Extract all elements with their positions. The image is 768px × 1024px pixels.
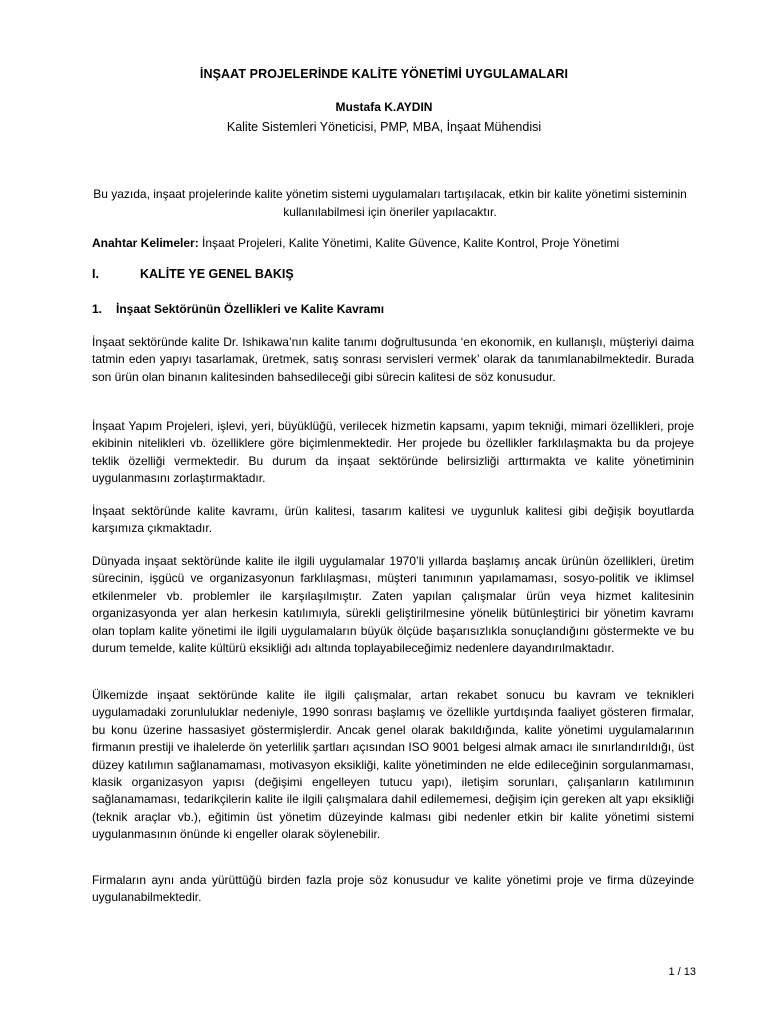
document-title: İNŞAAT PROJELERİNDE KALİTE YÖNETİMİ UYGULAMALARI <box>199 67 569 81</box>
section-number: I. <box>92 267 99 281</box>
keywords-text: İnşaat Projeleri, Kalite Yönetimi, Kalite Güvence, Kalite Kontrol, Proje Yönetimi <box>198 236 620 250</box>
page-number: 1 / 13 <box>668 966 696 978</box>
subsection-heading <box>92 302 692 316</box>
paragraph: İnşaat sektöründe kalite Dr. Ishikawa’nın kalite tanımı doğrultusunda ‘en ekonomik, en kullanışlı, müşteriyi daima tatmin eden yapıyı tasarlamak, üretmek, satış sonrası servisleri vermek’ olarak da tanımlanabilmektedir. Burada son ürün olan binanın kalitesinden bahsedileceği gibi sürecin kalitesi de söz konusudur. <box>92 335 694 384</box>
author-name: Mustafa K.AYDIN <box>335 100 433 114</box>
paragraph: Ülkemizde inşaat sektöründe kalite ile ilgili çalışmalar, artan rekabet sonucu bu kavram ve teknikleri uygulamadaki zorunluluklar nedeniyle, 1990 sonrası başlamış ve özellikle yurtdışında faaliyet gösteren firmalar, bu konu üzerine hassasiyet göstermişlerdir. Ancak genel olarak bakıldığında, kalite yönetimi uygulamalarının firmanın prestiji ve ihalelerde ön yeterlilik şartları açısından ISO 9001 belgesi almak amacı ile sınırlandırıldığı, üst düzey katılımın sağlanamaması, motivasyon eksikliği, kalite yönetiminden ne elde edileceğinin sorgulanmaması, klasik organizasyon yapısı (değişimi engelleyen tutucu yapı), iletişim sorunları, çalışanların katılımının sağlanamaması, tedarikçilerin kalite ile ilgili çalışmalara dahil edilememesi, değişim için gereken alt yapı eksikliği (teknik araçlar vb.), eğitimin üst yönetim düzeyinde kalması gibi nedenler etkin bir kalite yönetimi sistemi uygulanmasının önünde ki engeller olarak söylenebilir. <box>92 688 694 842</box>
abstract: Bu yazıda, inşaat projelerinde kalite yönetim sistemi uygulamaları tartışılacak, etkin bir kalite yönetimi sisteminin kullanılabilmesi için öneriler yapılacaktır. <box>93 187 687 219</box>
keywords-label: Anahtar Kelimeler: <box>92 236 199 250</box>
subsection-title: İnşaat Sektörünün Özellikleri ve Kalite Kavramı <box>116 302 385 316</box>
paragraph: Firmaların aynı anda yürüttüğü birden fazla proje söz konusudur ve kalite yönetimi proje ve firma düzeyinde uygulanabilmektedir. <box>92 873 694 905</box>
section-title: KALİTE YE GENEL BAKIŞ <box>140 267 294 281</box>
keywords-line <box>92 236 712 250</box>
author-affiliation: Kalite Sistemleri Yöneticisi, PMP, MBA, İnşaat Mühendisi <box>226 120 542 134</box>
subsection-number: 1. <box>92 302 103 316</box>
paragraph: İnşaat Yapım Projeleri, işlevi, yeri, büyüklüğü, verilecek hizmetin kapsamı, yapım tekniği, mimari özellikleri, proje ekibinin nitelikleri vb. özelliklere göre biçimlenmektedir. Her projede bu özellikler farklılaşmakta bu da projeye teklik özelliği vermektedir. Bu durum da inşaat sektöründe belirsizliği arttırmakta ve kalite yönetiminin uygulanmasını zorlaştırmaktadır. <box>92 419 694 486</box>
section-heading <box>92 267 692 281</box>
paragraph: Dünyada inşaat sektöründe kalite ile ilgili uygulamalar 1970’li yıllarda başlamış ancak ürünün özellikleri, üretim sürecinin, işgücü ve organizasyonun farklılaşması, müşteri tanımının yapılamaması, sosyo-politik ve iklimsel etkilenmeler vb. problemler ile karşılaşılmıştır. Zaten yapılan çalışmalar ürün veya hizmet kalitesinin organizasyonda yer alan herkesin katılımıyla, sürekli geliştirilmesine yönelik bütünleştirici bir yönetim kavramı olan toplam kalite yönetimi ile ilgili uygulamaların büyük ölçüde başarısızlıkla sonuçlandığını göstermekte ve bu durum temelde, kalite kültürü eksikliği adı altında toplayabileceğimiz nedenlere dayandırılmaktadır. <box>92 554 694 656</box>
paragraph: İnşaat sektöründe kalite kavramı, ürün kalitesi, tasarım kalitesi ve uygunluk kalitesi gibi değişik boyutlarda karşımıza çıkmaktadır. <box>92 504 694 536</box>
